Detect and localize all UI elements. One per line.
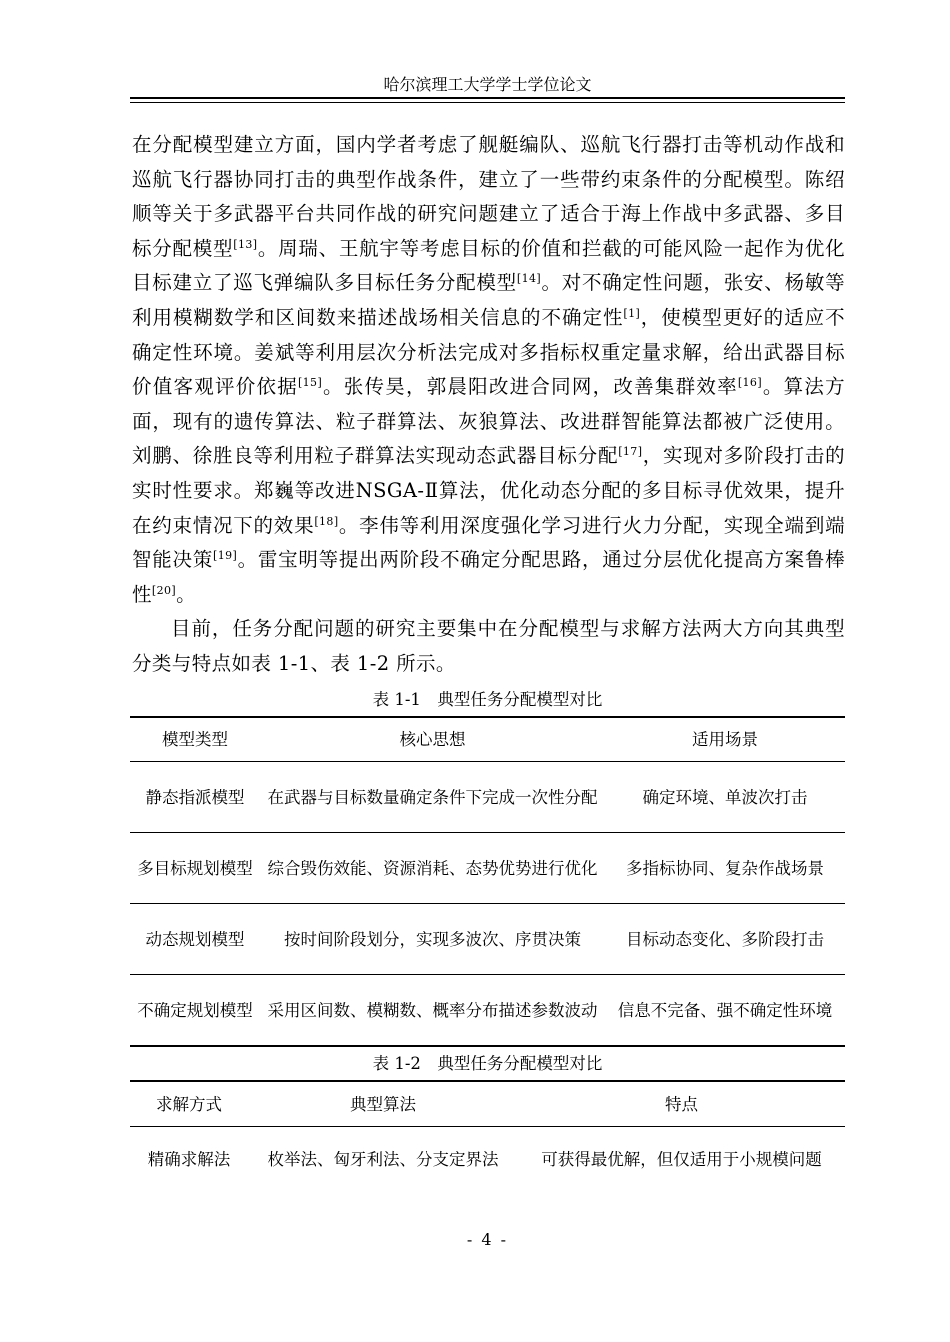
column-header: 典型算法 [248, 1081, 518, 1127]
citation: [20] [151, 583, 177, 597]
citation: [13] [233, 237, 258, 251]
citation: [15] [297, 376, 323, 390]
text-run: 在分配模型建立方面，国内学者考虑了舰艇编队、巡航飞行器打击等机动作战和巡航飞行器协同打击的典型作战条件，建立了一些带约束条件的分配模型。陈绍顺等关于多武器平台共同作战的研究问题建立了适合于海上作战中多武器、多目标分配模型 [132, 133, 845, 260]
table-2-caption: 表 1-2 典型任务分配模型对比 [372, 1054, 603, 1073]
column-header: 特点 [518, 1081, 845, 1127]
table-row [130, 904, 845, 975]
text-run: 。算法方面，现有的遗传算法、粒子群算法、灰狼算法、改进群智能算法都被广泛使用。刘鹏、徐胜良等利用粒子群算法实现动态武器目标分配 [132, 375, 846, 468]
table-cell: 动态规划模型 [130, 904, 260, 975]
citation: [19] [213, 549, 238, 563]
running-header: 哈尔滨理工大学学士学位论文 [383, 75, 592, 94]
text-run: 。 [176, 582, 196, 606]
column-header: 核心思想 [260, 717, 605, 762]
table-cell: 确定环境、单波次打击 [605, 762, 845, 833]
table-row [130, 975, 845, 1047]
table-header-row [130, 1081, 845, 1127]
table-row [130, 762, 845, 833]
paragraph-2: 目前，任务分配问题的研究主要集中在分配模型与求解方法两大方向其典型分类与特点如表 1-1、表 1-2 所示。 [132, 617, 845, 675]
table-1 [130, 716, 845, 1047]
column-header: 求解方式 [130, 1081, 248, 1127]
table-2 [130, 1080, 845, 1191]
text-run: 。周瑞、王航宇等考虑目标的价值和拦截的可能风险一起作为优化目标建立了巡飞弹编队多目标任务分配模型 [132, 236, 845, 295]
table-cell: 多指标协同、复杂作战场景 [605, 833, 845, 904]
column-header: 模型类型 [130, 717, 260, 762]
table-cell: 枚举法、匈牙利法、分支定界法 [267, 1149, 499, 1169]
text-run: 。对不确定性问题，张安、杨敏等利用模糊数学和区间数来描述战场相关信息的不确定性 [132, 271, 845, 329]
table-cell: 在武器与目标数量确定条件下完成一次性分配 [260, 762, 605, 833]
table-cell: 按时间阶段划分，实现多波次、序贯决策 [260, 904, 605, 975]
text-run: ，实现对多阶段打击的实时性要求。郑巍等改进NSGA-Ⅱ算法，优化动态分配的多目标寻优效果，提升在约束情况下的效果 [132, 444, 845, 537]
table-cell: 采用区间数、模糊数、概率分布描述参数波动 [260, 975, 605, 1047]
text-run: 。张传昊，郭晨阳改进合同网，改善集群效率 [322, 375, 738, 399]
table-1-caption: 表 1-1 典型任务分配模型对比 [372, 690, 603, 709]
table-cell: 信息不完备、强不确定性环境 [605, 975, 845, 1047]
header-rule-thin [130, 102, 845, 103]
table-cell: 精确求解法 [147, 1149, 231, 1169]
citation: [14] [516, 272, 542, 286]
table-row [130, 833, 845, 904]
citation: [16] [737, 376, 763, 390]
table-cell: 不确定规划模型 [130, 975, 260, 1047]
header-rule-thick [130, 97, 845, 99]
citation: [1] [623, 306, 641, 320]
table-cell: 可获得最优解，但仅适用于小规模问题 [541, 1149, 822, 1169]
column-header: 适用场景 [605, 717, 845, 762]
text-run: 。李伟等利用深度强化学习进行火力分配，实现全端到端智能决策 [132, 513, 845, 572]
table-cell: 目标动态变化、多阶段打击 [605, 904, 845, 975]
text-run: 。雷宝明等提出两阶段不确定分配思路，通过分层优化提高方案鲁棒性 [132, 548, 845, 606]
table-cell: 综合毁伤效能、资源消耗、态势优势进行优化 [260, 833, 605, 904]
table-cell: 静态指派模型 [130, 762, 260, 833]
table-row [130, 1127, 845, 1192]
table-header-row [130, 717, 845, 762]
table-cell: 多目标规划模型 [130, 833, 260, 904]
paragraph-1 [132, 128, 845, 612]
text-run: ，使模型更好的适应不确定性环境。姜斌等利用层次分析法完成对多指标权重定量求解，给出武器目标价值客观评价依据 [132, 305, 845, 399]
citation: [18] [314, 514, 339, 528]
page-number: - 4 - [466, 1230, 509, 1249]
citation: [17] [618, 445, 643, 459]
body-text [132, 128, 845, 682]
